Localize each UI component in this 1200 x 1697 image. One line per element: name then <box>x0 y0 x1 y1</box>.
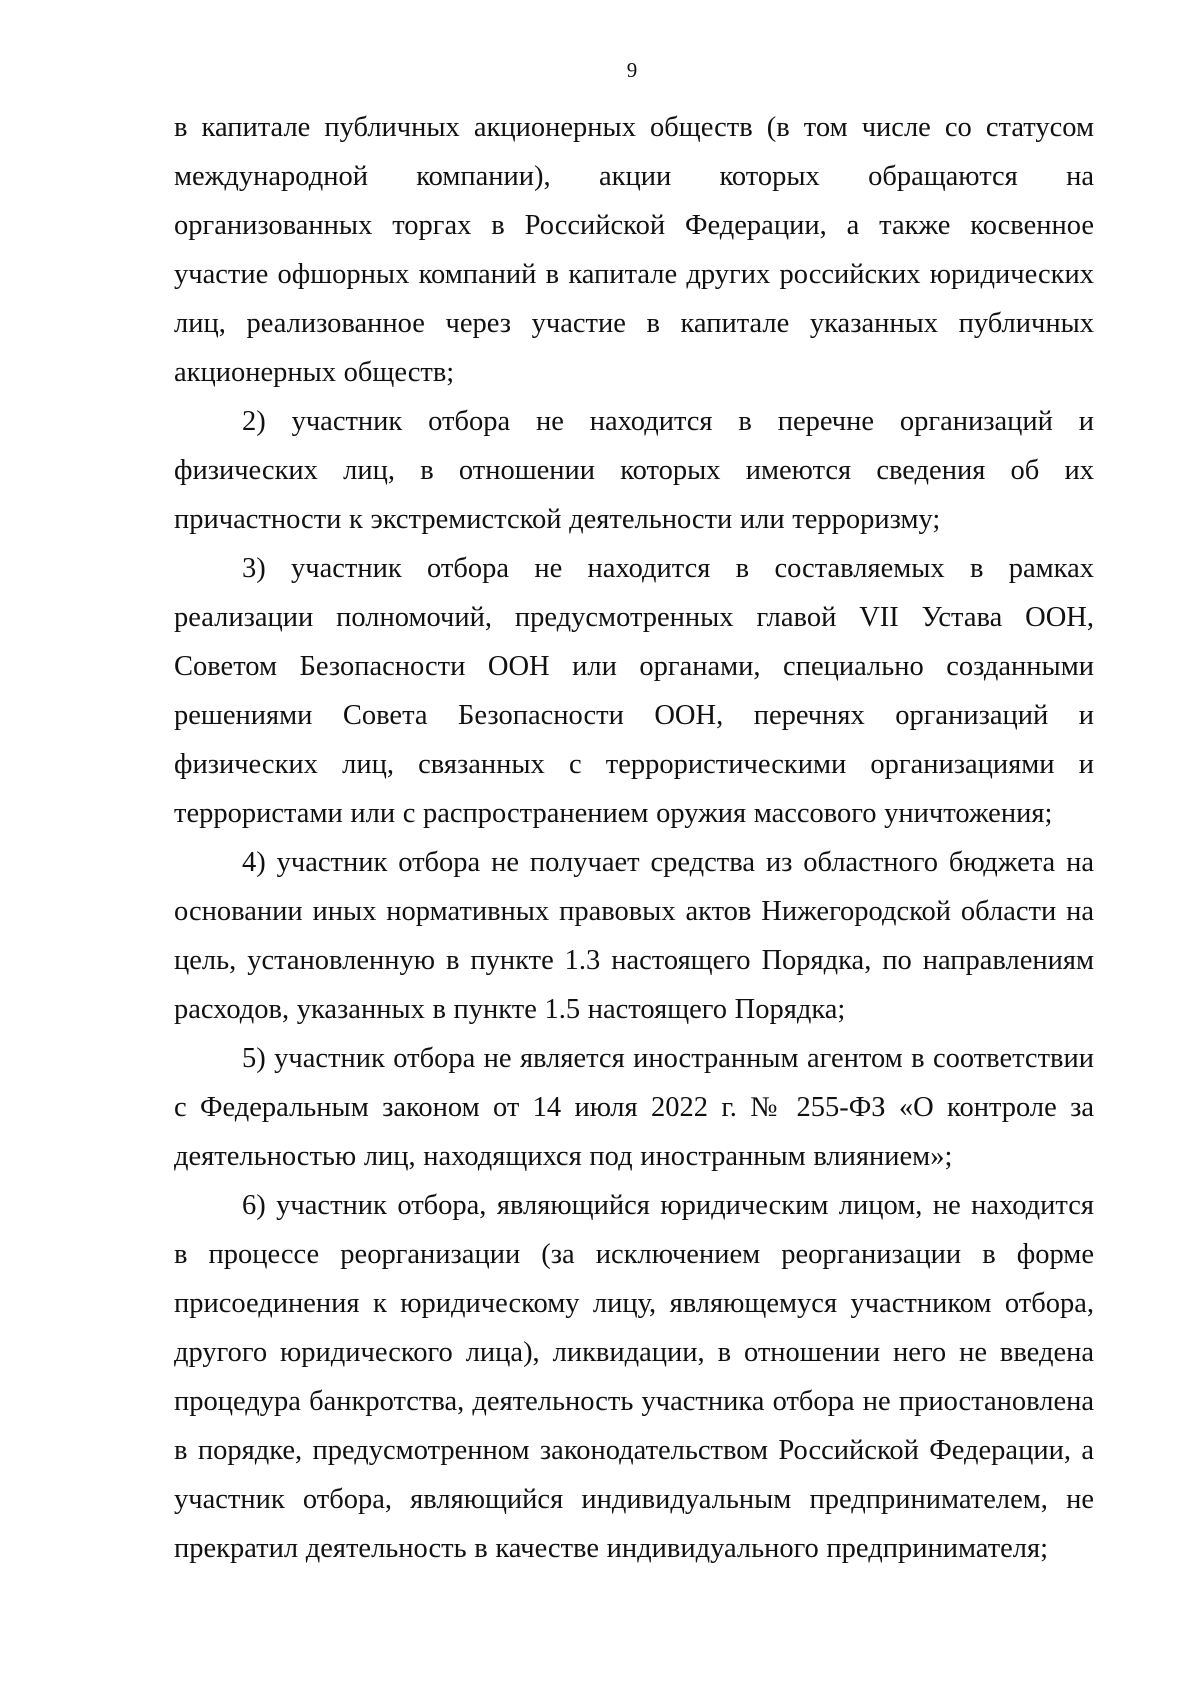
page-number: 9 <box>626 58 638 82</box>
paragraph-item-5: 5) участник отбора не является иностранным агентом в соответствии с Федеральным законом от 14 июля 2022 г. № 255-ФЗ «О контроле за деятельностью лиц, находящихся под иностранным влиянием»; <box>174 1043 1094 1172</box>
paragraph-item-6: 6) участник отбора, являющийся юридическим лицом, не находится в процессе реорганизации (за исключением реорганизации в форме присоединения к юридическому лицу, являющемуся участником отбора, другого юридического лица), ликвидации, в отношении него не введена процедура банкротства, деятельность участника отбора не приостановлена в порядке, предусмотренном законодательством Российской Федерации, а участник отбора, являющийся индивидуальным предпринимателем, не прекратил деятельность в качестве индивидуального предпринимателя; <box>174 1190 1094 1564</box>
paragraph-continuation: в капитале публичных акционерных обществ (в том числе со статусом международной компании), акции которых обращаются на организованных торгах в Российской Федерации, а также косвенное участие офшорных компаний в капитале других российских юридических лиц, реализованное через участие в капитале указанных публичных акционерных обществ; <box>174 112 1094 388</box>
paragraph-item-4: 4) участник отбора не получает средства из областного бюджета на основании иных нормативных правовых актов Нижегородской области на цель, установленную в пункте 1.3 настоящего Порядка, по направлениям расходов, указанных в пункте 1.5 настоящего Порядка; <box>174 847 1094 1025</box>
paragraph-item-2: 2) участник отбора не находится в перечне организаций и физических лиц, в отношении которых имеются сведения об их причастности к экстремистской деятельности или терроризму; <box>174 406 1094 535</box>
document-body <box>174 103 1094 1573</box>
paragraph-item-3: 3) участник отбора не находится в составляемых в рамках реализации полномочий, предусмотренных главой VII Устава ООН, Советом Безопасности ООН или органами, специально созданными решениями Совета Безопасности ООН, перечнях организаций и физических лиц, связанных с террористическими организациями и террористами или с распространением оружия массового уничтожения; <box>174 553 1094 829</box>
